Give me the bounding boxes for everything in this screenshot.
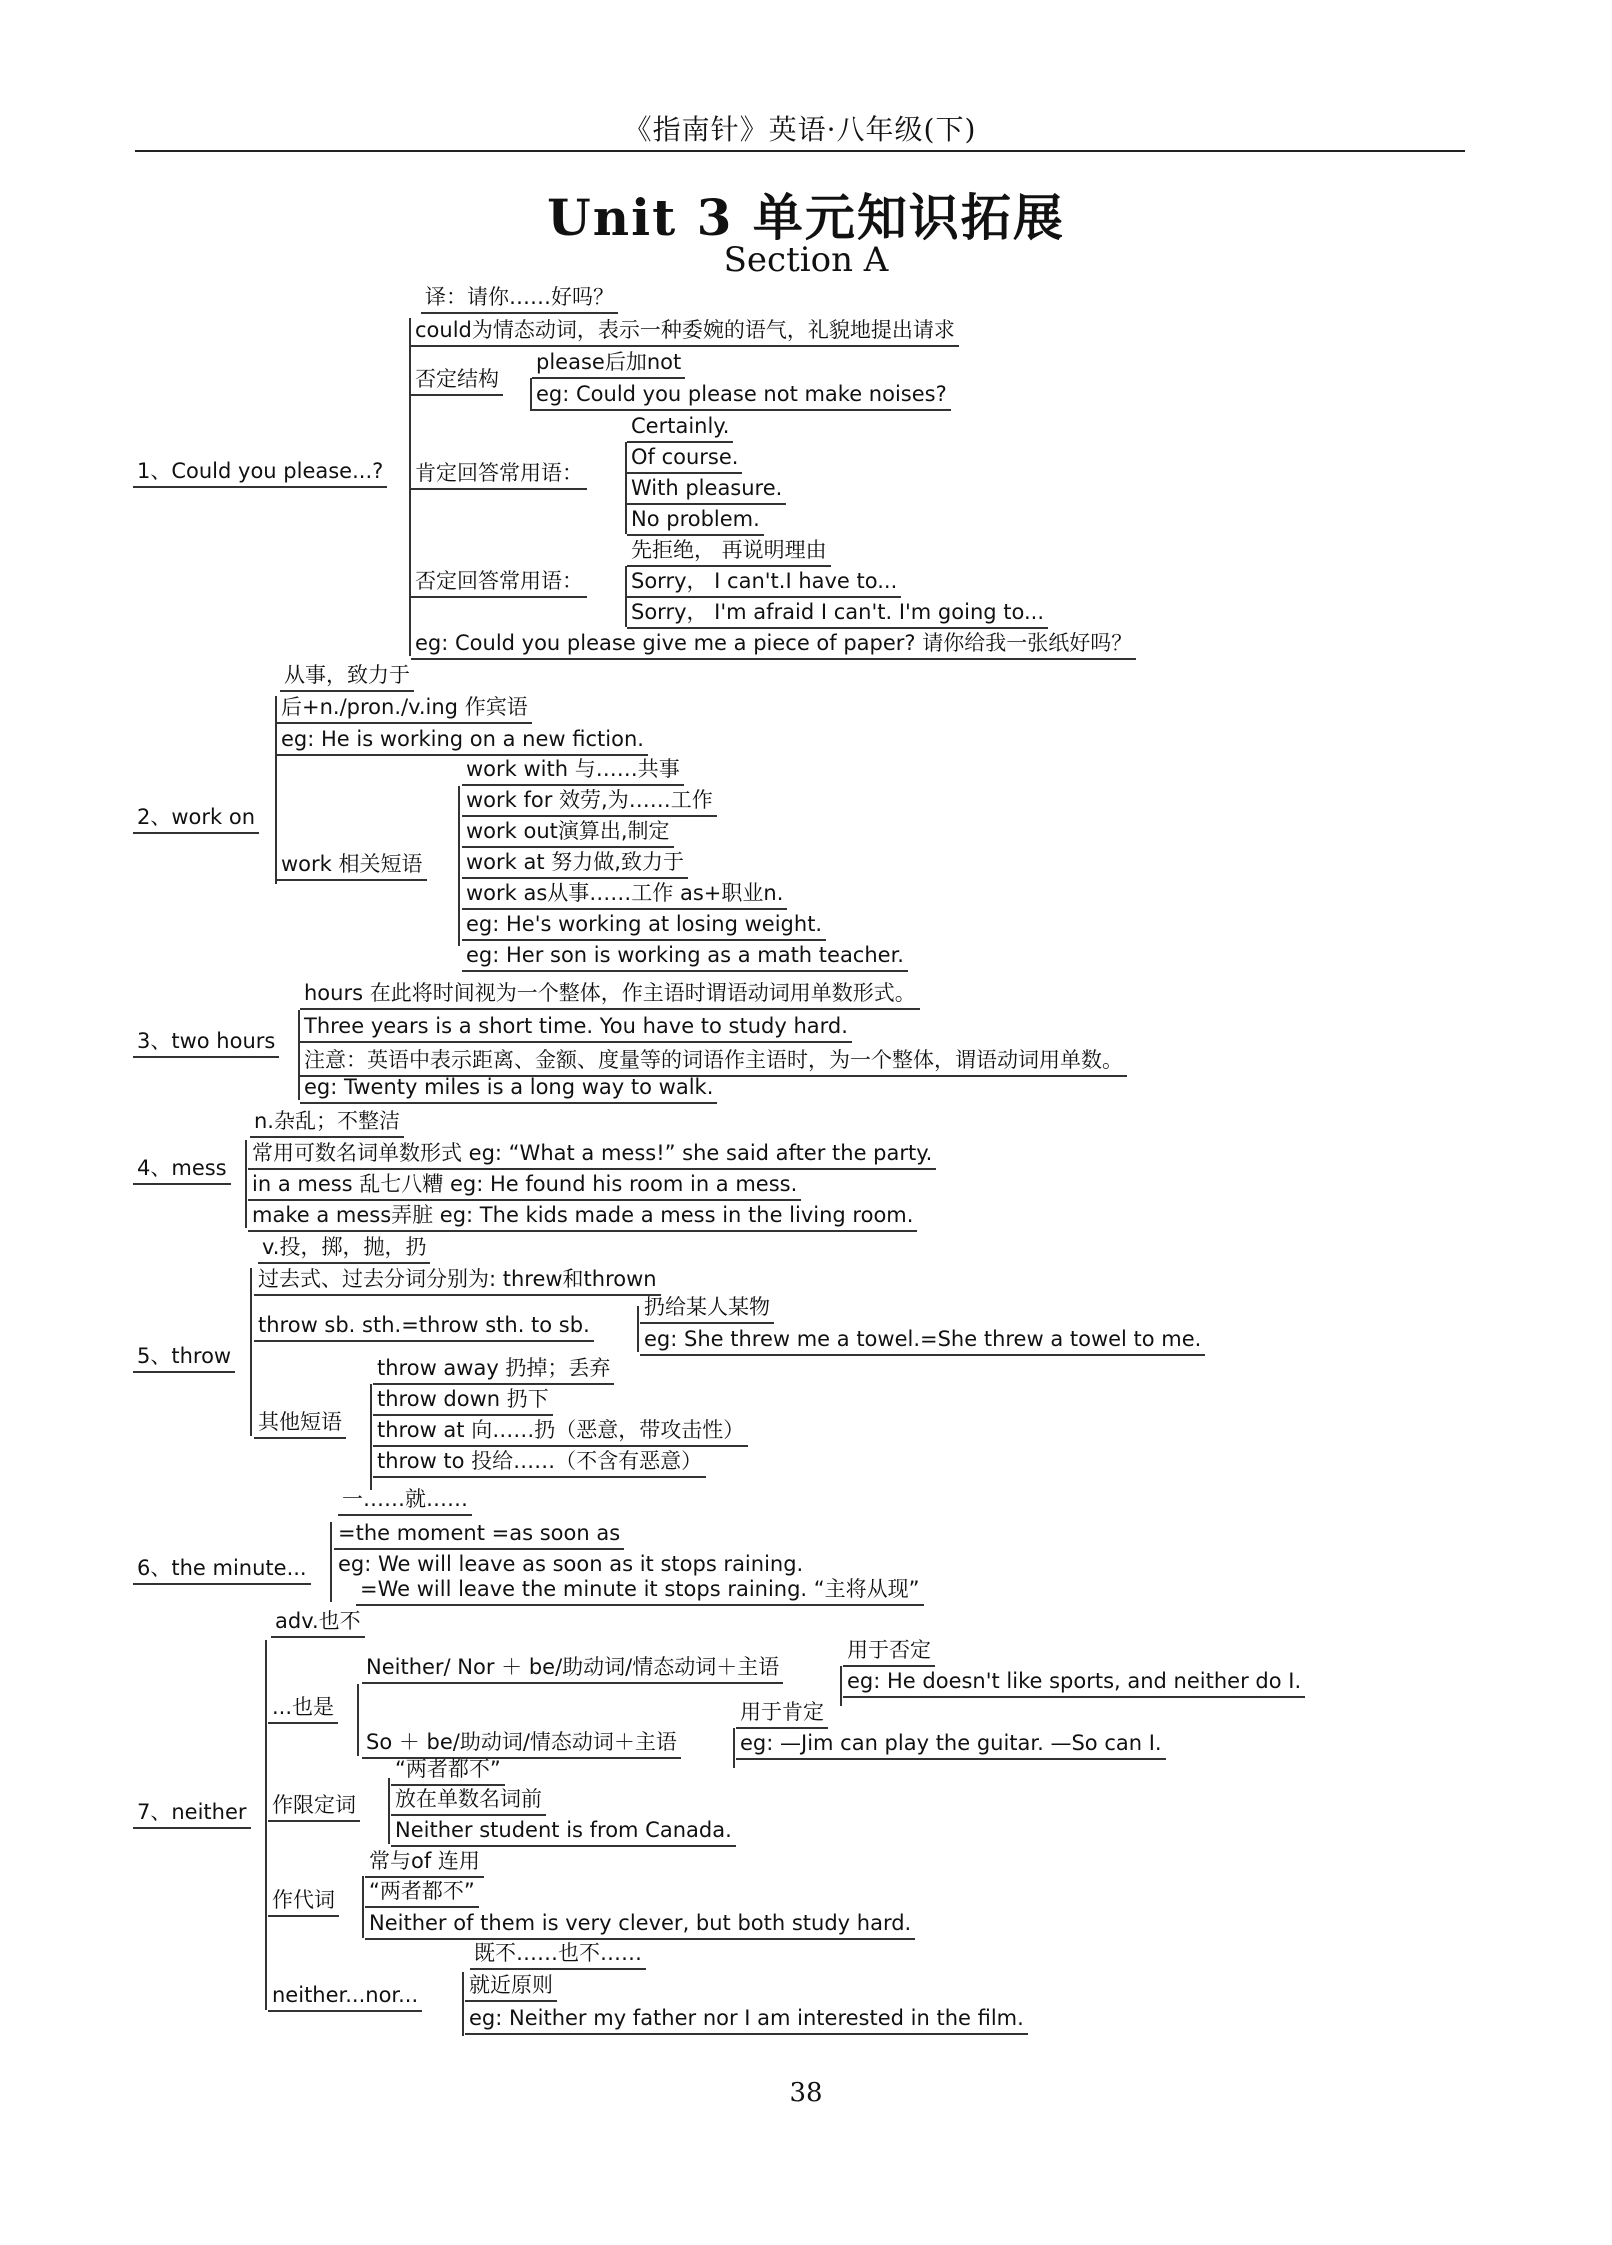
item-could-negative-rule: please后加not xyxy=(532,349,685,379)
item-could-positive-answer: No problem. xyxy=(627,506,764,536)
item-mess-usage: 常用可数名词单数形式 eg: “What a mess!” she said after the party. xyxy=(248,1140,936,1170)
bracket xyxy=(265,1640,267,2010)
section-title: Section A xyxy=(723,240,889,280)
item-two-hours-note: hours 在此将时间视为一个整体，作主语时谓语动词用单数形式。 xyxy=(300,980,920,1010)
item-neither-pronoun: “两者都不” xyxy=(365,1878,479,1908)
item-neither-nor-note: 就近原则 xyxy=(465,1972,557,2002)
item-work-on-phrase: work as从事……工作 as+职业n. xyxy=(462,880,787,910)
item-could-negative-answer: Sorry， I can't.I have to... xyxy=(627,568,901,598)
item-could-note: could为情态动词，表示一种委婉的语气，礼貌地提出请求 xyxy=(411,317,959,347)
item-throw-title: 5、throw xyxy=(133,1343,235,1373)
item-throw-pattern: throw sb. sth.=throw sth. to sb. xyxy=(254,1312,594,1342)
bracket xyxy=(458,786,460,946)
item-neither-nor-example: eg: Neither my father nor I am interested in the film. xyxy=(465,2005,1028,2035)
item-work-on-title: 2、work on xyxy=(133,804,259,834)
item-neither-meaning: adv.也不 xyxy=(271,1608,365,1638)
item-neither-determiner: “两者都不” xyxy=(391,1756,505,1786)
item-the-minute-example: =We will leave the minute it stops raining. “主将从现” xyxy=(356,1576,924,1606)
item-neither-pattern: Neither/ Nor ＋ be/助动词/情态动词＋主语 xyxy=(362,1654,783,1684)
item-throw-meaning: v.投，掷，抛，扔 xyxy=(258,1234,430,1264)
item-could-negative-answer: 先拒绝， 再说明理由 xyxy=(627,537,831,567)
bracket xyxy=(733,1728,735,1768)
bracket xyxy=(357,1684,359,1756)
item-so-example: eg: —Jim can play the guitar. —So can I. xyxy=(736,1730,1166,1760)
item-the-minute-title: 6、the minute... xyxy=(133,1555,311,1585)
item-work-on-example: eg: He is working on a new fiction. xyxy=(277,726,648,756)
bracket xyxy=(637,1306,639,1352)
item-throw-phrase: throw away 扔掉；丢弃 xyxy=(373,1355,614,1385)
item-neither-pronoun: Neither of them is very clever, but both study hard. xyxy=(365,1910,915,1940)
bracket xyxy=(250,1268,252,1436)
item-mess-usage: make a mess弄脏 eg: The kids made a mess in the living room. xyxy=(248,1202,917,1232)
unit-title: Unit 3 单元知识拓展 xyxy=(547,188,1065,247)
item-could-positive-answer: Of course. xyxy=(627,444,742,474)
item-mess-title: 4、mess xyxy=(133,1155,231,1185)
item-the-minute-meaning: 一……就…… xyxy=(338,1486,472,1516)
item-two-hours-example: Three years is a short time. You have to study hard. xyxy=(300,1013,852,1043)
item-the-minute-equal: =the moment =as soon as xyxy=(334,1520,624,1550)
item-neither-pronoun-label: 作代词 xyxy=(268,1887,339,1917)
item-could-positive-answer: Certainly. xyxy=(627,413,733,443)
item-could-positive-answer: With pleasure. xyxy=(627,475,786,505)
item-throw-past-forms: 过去式、过去分词分别为: threw和thrown xyxy=(254,1266,661,1296)
item-work-on-meaning: 从事，致力于 xyxy=(280,662,414,692)
item-could-positive-answers-label: 肯定回答常用语： xyxy=(411,460,587,490)
item-work-on-phrase: work out演算出,制定 xyxy=(462,818,674,848)
item-neither-pronoun: 常与of 连用 xyxy=(365,1848,484,1878)
item-so-pattern: So ＋ be/助动词/情态动词＋主语 xyxy=(362,1729,681,1759)
bracket xyxy=(388,1778,390,1844)
item-could-negative-example: eg: Could you please not make noises? xyxy=(532,381,951,411)
item-could-example: eg: Could you please give me a piece of paper? 请你给我一张纸好吗？ xyxy=(411,630,1136,660)
item-two-hours-title: 3、two hours xyxy=(133,1028,279,1058)
item-throw-phrase: throw down 扔下 xyxy=(373,1386,553,1416)
page-number: 38 xyxy=(789,2078,823,2108)
item-two-hours-example-2: eg: Twenty miles is a long way to walk. xyxy=(300,1074,717,1104)
item-neither-nor-label: neither...nor... xyxy=(268,1982,422,2012)
item-work-on-phrase: eg: He's working at losing weight. xyxy=(462,911,826,941)
item-throw-phrase: throw to 投给……（不含有恶意） xyxy=(373,1448,706,1478)
item-neither-usage: 用于否定 xyxy=(843,1637,935,1667)
bracket xyxy=(245,1140,247,1228)
item-neither-nor-note: 既不……也不…… xyxy=(470,1940,646,1970)
item-work-on-phrase: eg: Her son is working as a math teacher. xyxy=(462,942,908,972)
item-throw-pattern-meaning: 扔给某人某物 xyxy=(640,1294,774,1324)
item-mess-meaning: n.杂乱；不整洁 xyxy=(250,1108,404,1138)
item-work-on-phrase: work at 努力做,致力于 xyxy=(462,849,688,879)
item-could-negative-answer: Sorry， I'm afraid I can't. I'm going to... xyxy=(627,599,1048,629)
item-throw-phrase: throw at 向……扔（恶意，带攻击性） xyxy=(373,1417,748,1447)
bracket xyxy=(462,1972,464,2036)
item-two-hours-attention: 注意：英语中表示距离、金额、度量等的词语作主语时，为一个整体，谓语动词用单数。 xyxy=(300,1047,1127,1077)
item-could-translation: 译：请你……好吗？ xyxy=(421,284,618,314)
item-mess-usage: in a mess 乱七八糟 eg: He found his room in a mess. xyxy=(248,1171,801,1201)
bracket xyxy=(362,1876,364,1938)
item-neither-determiner-label: 作限定词 xyxy=(268,1792,360,1822)
book-header: 《指南针》英语·八年级(下) xyxy=(623,113,977,146)
bracket xyxy=(840,1666,842,1706)
item-neither-determiner: Neither student is from Canada. xyxy=(391,1817,736,1847)
item-work-on-phrase: work for 效劳,为……工作 xyxy=(462,787,717,817)
item-neither-example: eg: He doesn't like sports, and neither do I. xyxy=(843,1668,1305,1698)
bracket xyxy=(330,1522,332,1602)
item-neither-determiner: 放在单数名词前 xyxy=(391,1786,546,1816)
item-work-on-usage: 后+n./pron./v.ing 作宾语 xyxy=(277,694,532,724)
item-could-you-please-title: 1、Could you please...? xyxy=(133,458,387,488)
item-could-negative-answers-label: 否定回答常用语： xyxy=(411,568,587,598)
item-so-usage: 用于肯定 xyxy=(736,1699,828,1729)
item-work-on-phrase: work with 与……共事 xyxy=(462,756,684,786)
item-work-on-phrases-label: work 相关短语 xyxy=(277,851,427,881)
item-throw-pattern-example: eg: She threw me a towel.=She threw a towel to me. xyxy=(640,1326,1205,1356)
item-neither-also-label: ...也是 xyxy=(268,1694,338,1724)
item-throw-phrases-label: 其他短语 xyxy=(254,1409,346,1439)
bracket xyxy=(370,1384,372,1490)
item-the-minute-example: eg: We will leave as soon as it stops raining. xyxy=(338,1552,804,1576)
item-could-negative-structure-label: 否定结构 xyxy=(411,366,503,396)
item-neither-title: 7、neither xyxy=(133,1799,251,1829)
